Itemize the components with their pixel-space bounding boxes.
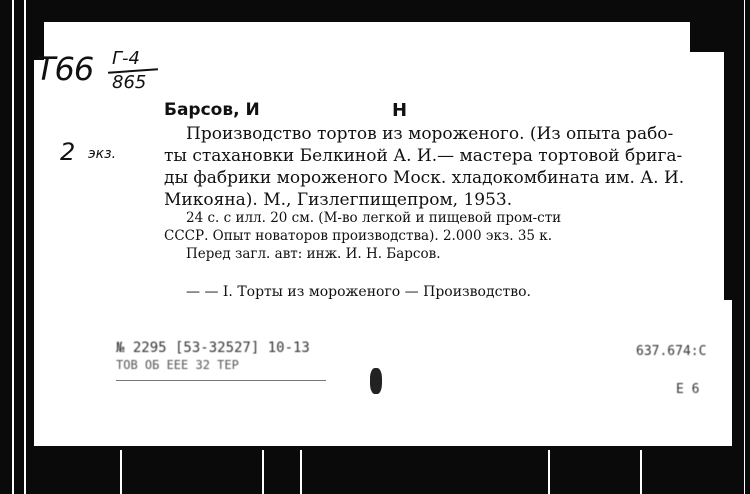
scan-streak [744,0,745,494]
description-line: 24 с. с илл. 20 см. (М-во легкой и пищевой пром-сти [186,210,562,226]
title-line: Производство тортов из мороженого. (Из опыта рабо- [186,124,674,144]
ink-blot [370,368,382,394]
author-initial: Н [392,100,408,121]
scan-streak [548,450,550,494]
scan-streak [24,0,26,494]
scan-border-bottom [0,446,750,494]
footer-record-number: № 2295 [53-32527] 10-13 [116,340,310,356]
scan-notch-right [724,0,735,300]
scan-streak [12,0,14,494]
call-number-sub-bottom: 865 [112,72,147,93]
scan-streak [262,450,264,494]
subject-tracing: — — I. Торты из мороженого — Производство. [186,284,531,300]
scan-border-top [0,0,750,22]
scan-streak [300,450,302,494]
call-number-sub-top: Г-4 [112,48,140,69]
scan-streak [120,450,122,494]
description-line: СССР. Опыт новаторов производства). 2.000 экз. 35 к. [164,228,553,244]
footer-classification: 637.674:С [636,344,707,359]
description-line: Перед загл. авт: инж. И. Н. Барсов. [186,246,441,262]
scan-border-left [0,0,34,494]
footer-smudge-line [116,380,326,381]
footer-classification-suffix: Е 6 [676,382,700,397]
scan-streak [640,450,642,494]
author-heading: Барсов, И [164,100,260,120]
title-line: ты стахановки Белкиной А. И.— мастера тортовой брига- [164,146,683,166]
footer-code: ТОВ ОБ ЕЕЕ 32 ТЕР [116,358,239,372]
call-number-main: Т66 [36,50,94,88]
title-line: ды фабрики мороженого Моск. хладокомбината им. А. И. [164,168,685,188]
copies-number: 2 [60,138,76,166]
title-line: Микояна). М., Гизлегпищепром, 1953. [164,190,513,210]
copies-word: экз. [88,146,117,162]
